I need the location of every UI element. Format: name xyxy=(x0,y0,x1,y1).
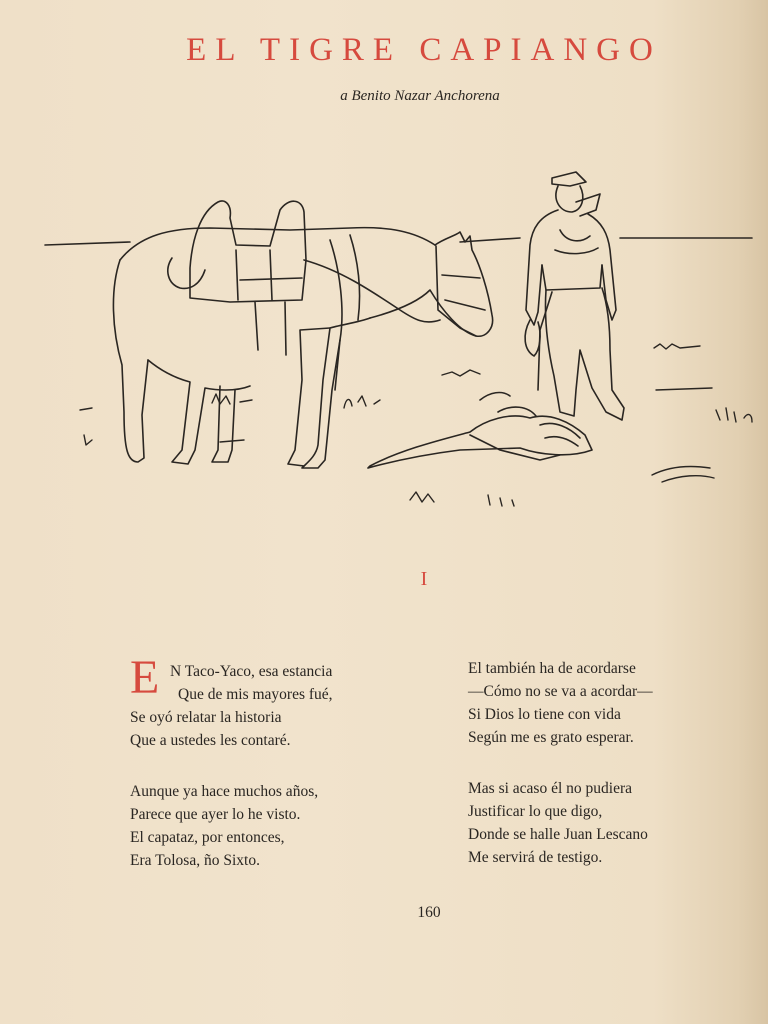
verse-line: Parece que ayer lo he visto. xyxy=(130,806,301,823)
stanza xyxy=(130,780,430,872)
verse-line: Mas si acaso él no pudiera xyxy=(468,780,632,797)
stanza xyxy=(468,657,748,749)
verse-line: Justificar lo que digo, xyxy=(468,803,603,820)
verse-line: Se oyó relatar la historia xyxy=(130,709,282,726)
drop-cap: E xyxy=(130,651,160,704)
poem-title: EL TIGRE CAPIANGO xyxy=(186,32,662,68)
verse-line: El también ha de acordarse xyxy=(468,660,636,677)
verse-line: Que de mis mayores fué, xyxy=(178,686,333,703)
left-column xyxy=(130,651,430,900)
verse-line: Que a ustedes les contaré. xyxy=(130,732,291,749)
stanza xyxy=(468,777,748,869)
verse-line: Según me es grato esperar. xyxy=(468,729,634,746)
page-number: 160 xyxy=(417,904,441,921)
gaucho-horse-illustration xyxy=(40,150,760,520)
right-column xyxy=(468,657,748,897)
verse-line: Me servirá de testigo. xyxy=(468,849,603,866)
grass-tufts xyxy=(80,344,752,506)
verse-line: Aunque ya hace muchos años, xyxy=(130,783,319,800)
dedication: a Benito Nazar Anchorena xyxy=(340,88,500,104)
verse-line-text: N Taco-Yaco, esa estancia xyxy=(170,663,333,680)
verse-line: Si Dios lo tiene con vida xyxy=(468,706,621,723)
verse-line: Era Tolosa, ño Sixto. xyxy=(130,852,260,869)
horizon-line xyxy=(45,238,752,245)
verse-line: El capataz, por entonces, xyxy=(130,829,285,846)
gaucho-drawing xyxy=(525,172,624,420)
section-number: I xyxy=(420,568,428,590)
horse-drawing xyxy=(113,201,492,468)
stanza xyxy=(130,651,430,752)
verse-line: —Cómo no se va a acordar— xyxy=(468,683,653,700)
verse-line: Donde se halle Juan Lescano xyxy=(468,826,648,843)
